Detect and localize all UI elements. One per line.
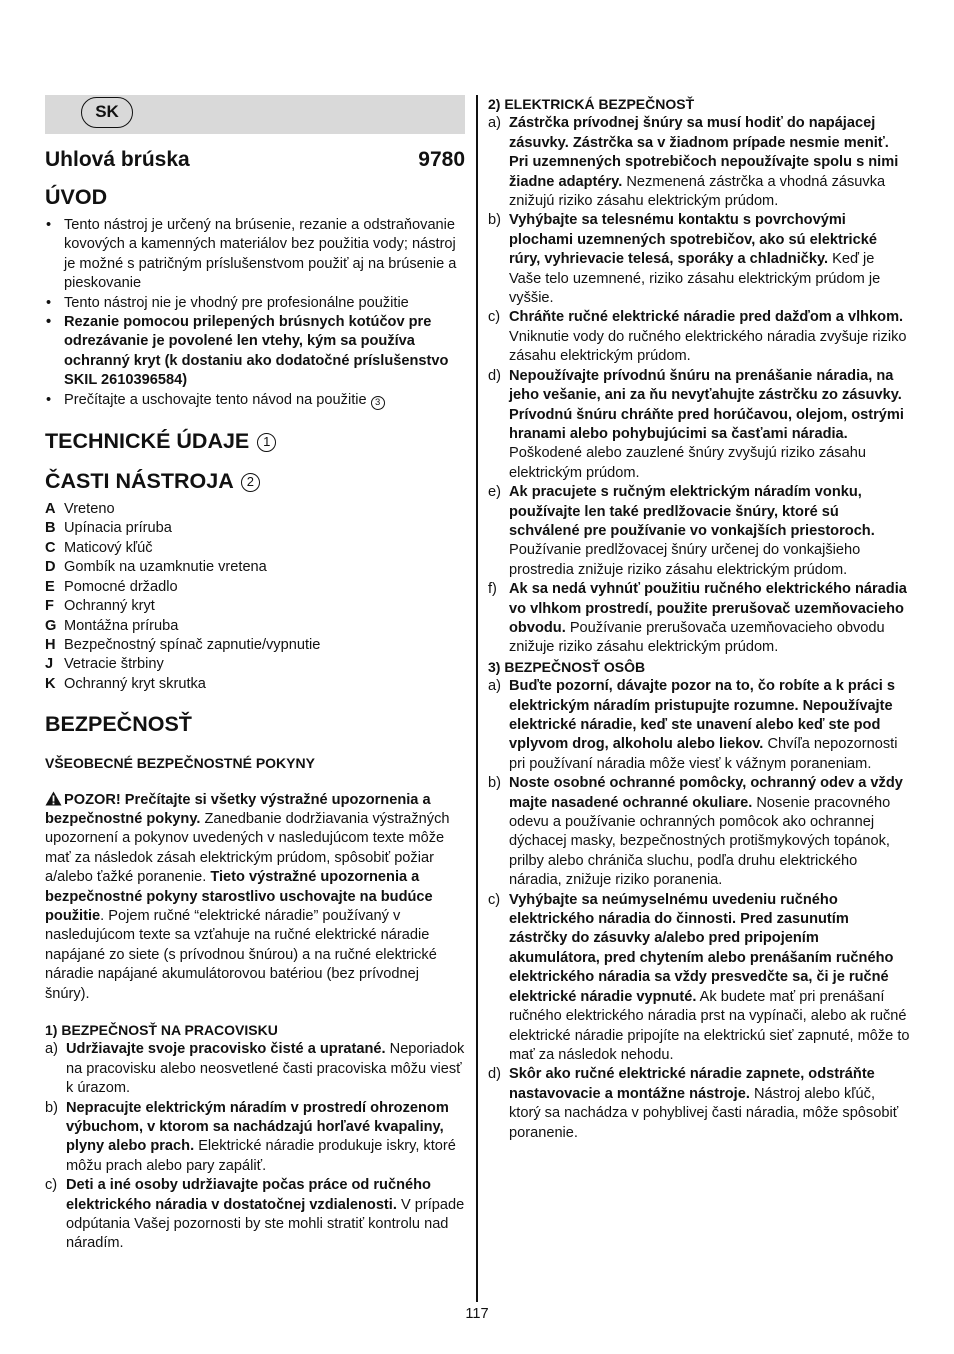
item-bold: Deti a iné osoby udržiavajte počas práce od ručného elektrického náradia v dostatočnej vzdialenosti. bbox=[66, 1177, 431, 1213]
safety-item bbox=[488, 677, 910, 774]
item-letter: b) bbox=[45, 1099, 58, 1116]
part-item bbox=[45, 519, 465, 538]
part-letter: J bbox=[45, 656, 54, 673]
item-body bbox=[509, 114, 910, 211]
safety-item bbox=[488, 774, 910, 890]
figure-ref-icon: 1 bbox=[257, 433, 276, 452]
part-letter: B bbox=[45, 520, 56, 537]
warning-bold-2: Tieto výstražné upozornenia a bezpečnostné pokyny starostlivo uschovajte na budúce použitie bbox=[45, 869, 433, 924]
warning-text: Zanedbanie dodržiavania výstražných upozornení a pokynov uvedených v nasledujúcom texte môže mať za následok zásah elektrickým prúdom, spôsobiť požiar a/alebo ťažké poranenie. bbox=[45, 810, 450, 886]
safety-item bbox=[488, 580, 910, 658]
safety-heading: BEZPEČNOSŤ bbox=[45, 712, 192, 737]
item-text: Nosenie pracovného odevu a používanie ochranných pomôcok ako ochrannej dýchacej masky, bezpečnostných protišmykových topánok, prilby alebo chrániča sluchu, podľa druhu elektrického náradia, znižuje riziko poranenia. bbox=[509, 794, 891, 889]
part-letter: C bbox=[45, 539, 56, 556]
item-body bbox=[66, 1099, 465, 1177]
part-item bbox=[45, 636, 465, 655]
safety-item bbox=[45, 1040, 465, 1098]
part-letter: K bbox=[45, 675, 56, 692]
warning-paragraph bbox=[45, 791, 465, 1004]
safety-item bbox=[45, 1099, 465, 1177]
item-bold: Nepoužívajte prívodnú šnúru na prenášanie náradia, na jeho vešanie, ani za ňu nevyťahujte zástrčku zo zásuvky. Prívodnú šnúru chráňte pred horúčavou, olejom, ostrými hranami alebo pohybujúcimi sa časťami náradia. bbox=[509, 367, 904, 442]
item-letter: d) bbox=[488, 1066, 501, 1083]
item-letter: c) bbox=[45, 1177, 58, 1194]
item-bold: Noste osobné ochranné pomôcky, ochranný odev a vždy majte nasadené ochranné okuliare. bbox=[509, 775, 903, 811]
item-bold: Udržiavajte svoje pracovisko čisté a upratané. bbox=[66, 1041, 386, 1058]
part-item bbox=[45, 500, 465, 519]
part-label: Pomocné držadlo bbox=[64, 578, 178, 595]
part-letter: D bbox=[45, 559, 56, 576]
general-safety-heading: VŠEOBECNÉ BEZPEČNOSTNÉ POKYNY bbox=[45, 755, 315, 772]
item-letter: a) bbox=[488, 678, 501, 695]
part-label: Upínacia príruba bbox=[64, 520, 172, 537]
parts-list bbox=[45, 500, 465, 694]
part-item bbox=[45, 655, 465, 674]
language-bar bbox=[45, 95, 465, 134]
part-letter: E bbox=[45, 578, 55, 595]
item-bold: Ak sa nedá vyhnúť použitiu ručného elektrického náradia vo vlhkom prostredí, použite prerušovač uzemňovacieho obvodu. bbox=[509, 581, 907, 636]
item-body bbox=[509, 211, 910, 308]
safety-item bbox=[45, 1176, 465, 1254]
item-bold: Ak pracujete s ručným elektrickým náradím vonku, používajte len také predlžovacie šnúry, ktoré sú schválené pre používanie vo vonkajších priestoroch. bbox=[509, 484, 875, 539]
part-label: Gombík na uzamknutie vretena bbox=[64, 559, 267, 576]
item-text: Nezmenená zástrčka a vhodná zásuvka znižujú riziko zásahu elektrickým prúdom. bbox=[509, 173, 886, 210]
product-name: Uhlová brúska bbox=[45, 148, 190, 171]
left-column bbox=[45, 95, 465, 1254]
part-item bbox=[45, 578, 465, 597]
item-letter: a) bbox=[45, 1041, 58, 1058]
item-bold: Zástrčka prívodnej šnúry sa musí hodiť do napájacej zásuvky. Zástrčka sa v žiadnom prípade nesmie meniť. Pri uzemnených spotrebičoch nepoužívajte spolu s nimi žiadne adaptéry. bbox=[509, 115, 899, 190]
safety-item bbox=[488, 1065, 910, 1143]
item-letter: c) bbox=[488, 891, 501, 908]
item-body bbox=[509, 891, 910, 1066]
item-bold: Skôr ako ručné elektrické náradie zapnete, odstráňte nastavovacie a montážne nástroje. bbox=[509, 1066, 875, 1102]
parts-heading bbox=[45, 468, 465, 494]
intro-heading: ÚVOD bbox=[45, 185, 108, 209]
intro-bullet: • Tento nástroj je určený na brúsenie, rezanie a odstraňovanie kovových a kamenných materiálov bez použitia vody; nástroj je možné s patričným príslušenstvom použiť aj na brúsenie a pieskovanie bbox=[45, 216, 465, 294]
part-item bbox=[45, 617, 465, 636]
intro-bullet-text: Prečítajte a uschovajte tento návod na použitie bbox=[64, 391, 367, 408]
product-title bbox=[45, 148, 465, 172]
part-label: Vreteno bbox=[64, 501, 115, 518]
item-body bbox=[509, 774, 910, 890]
right-column bbox=[488, 95, 910, 1143]
part-label: Ochranný kryt bbox=[64, 598, 155, 615]
item-body bbox=[66, 1040, 465, 1098]
warning-text-2: . Pojem ručné “elektrické náradie” používaný v nasledujúcom texte sa vzťahuje na ručné elektrické náradie napájané zo siete (s prívodnou šnúrou) a na ručné elektrické náradie napájané akumulátorovou batériou (bez prívodnej šnúry). bbox=[45, 907, 437, 1002]
item-text: Vniknutie vody do ručného elektrického náradia zvyšuje riziko zásahu elektrickým prúdom. bbox=[509, 328, 907, 365]
item-body bbox=[509, 677, 910, 774]
intro-bullet: • Tento nástroj nie je vhodný pre profesionálne použitie bbox=[45, 294, 465, 313]
item-bold: Vyhýbajte sa telesnému kontaktu s povrchovými plochami uzemnených spotrebičov, ako sú elektrické rúry, vyhrievacie telesá, sporáky a chladničky. bbox=[509, 212, 877, 268]
safety-item bbox=[488, 891, 910, 1066]
warning-triangle-icon bbox=[45, 791, 62, 806]
item-letter: a) bbox=[488, 115, 501, 132]
item-text: Keď je Vaše telo uzemnené, riziko zásahu elektrickým prúdom je vyššie. bbox=[509, 251, 881, 307]
product-number: 9780 bbox=[418, 148, 465, 171]
section-1-heading: 1) BEZPEČNOSŤ NA PRACOVISKU bbox=[45, 1022, 278, 1038]
part-letter: A bbox=[45, 501, 56, 518]
part-label: Bezpečnostný spínač zapnutie/vypnutie bbox=[64, 636, 321, 653]
item-bold: Chráňte ručné elektrické náradie pred dažďom a vlhkom. bbox=[509, 309, 904, 326]
item-body bbox=[509, 483, 910, 580]
page-number: 117 bbox=[465, 1306, 489, 1322]
part-letter: F bbox=[45, 598, 54, 615]
part-letter: H bbox=[45, 636, 56, 653]
section-2-heading: 2) ELEKTRICKÁ BEZPEČNOSŤ bbox=[488, 96, 695, 112]
language-badge: SK bbox=[81, 97, 133, 128]
column-divider bbox=[476, 95, 478, 1302]
tech-data-heading bbox=[45, 428, 465, 454]
safety-item bbox=[488, 483, 910, 580]
safety-item bbox=[488, 367, 910, 483]
safety-item bbox=[488, 211, 910, 308]
item-letter: d) bbox=[488, 367, 501, 384]
item-letter: e) bbox=[488, 484, 501, 501]
part-label: Maticový kľúč bbox=[64, 539, 153, 556]
tech-data-title: TECHNICKÉ ÚDAJE bbox=[45, 429, 250, 454]
safety-item bbox=[488, 308, 910, 366]
item-letter: c) bbox=[488, 309, 501, 326]
intro-bullet bbox=[45, 391, 465, 410]
item-body bbox=[509, 367, 910, 483]
parts-title: ČASTI NÁSTROJA bbox=[45, 469, 233, 494]
figure-ref-icon: 2 bbox=[241, 473, 260, 492]
part-label: Montážna príruba bbox=[64, 617, 179, 634]
item-letter: f) bbox=[488, 581, 497, 598]
item-text: Ak budete mať pri prenášaní ručného elektrického náradia prst na vypínači, alebo ak ručné elektrické náradie pripojíte na elektrickú sieť zapnuté, môže to mať za následok nehodu. bbox=[509, 988, 910, 1063]
item-text: V prípade odpútania Vašej pozornosti by ste mohli stratiť kontrolu nad náradím. bbox=[66, 1196, 465, 1252]
intro-list bbox=[45, 216, 465, 410]
item-bold: Nepracujte elektrickým náradím v prostredí ohrozenom výbuchom, v ktorom sa nachádzajú horľavé kvapaliny, plyny alebo prach. bbox=[66, 1099, 449, 1155]
figure-ref-icon: 3 bbox=[371, 396, 385, 410]
item-text: Používanie predlžovacej šnúry určenej do vonkajšieho prostredia znižuje riziko zásahu elektrickým prúdom. bbox=[509, 542, 861, 578]
warning-bold: POZOR! Prečítajte si všetky výstražné upozornenia a bezpečnostné pokyny. bbox=[45, 791, 431, 827]
item-body bbox=[509, 580, 910, 658]
item-body bbox=[509, 1065, 910, 1143]
item-text: Používanie prerušovača uzemňovacieho obvodu znižuje riziko zásahu elektrickým prúdom. bbox=[509, 619, 885, 656]
part-item bbox=[45, 675, 465, 694]
item-text: Nástroj alebo kľúč, ktorý sa nachádza v pohyblivej časti náradia, môže spôsobiť poranenie. bbox=[509, 1085, 899, 1141]
intro-bullet: • Rezanie pomocou prilepených brúsnych kotúčov pre odrezávanie je povolené len vtehy, kým sa používa ochranný kryt (k dostaniu ako dodatočné príslušenstvo SKIL 2610396584) bbox=[45, 313, 465, 391]
item-letter: b) bbox=[488, 212, 501, 229]
item-letter: b) bbox=[488, 775, 501, 792]
item-text: Poškodené alebo zauzlené šnúry zvyšujú riziko zásahu elektrickým prúdom. bbox=[509, 445, 866, 481]
part-item bbox=[45, 558, 465, 577]
item-text: Neporiadok na pracovisku alebo neosvetlené časti pracoviska môžu viesť k úrazom. bbox=[66, 1041, 465, 1097]
item-bold: Vyhýbajte sa neúmyselnému uvedeniu ručného elektrického náradia do činnosti. Pred zasunutím zástrčky do zásuvky a/alebo pred pripojením akumulátora, pred chytením alebo prenášaním ručného elektrického náradia sa vždy presvedčte sa, či je ručné elektrické náradie vypnuté. bbox=[509, 891, 894, 1005]
safety-item bbox=[488, 114, 910, 211]
item-bold: Buďte pozorní, dávajte pozor na to, čo robíte a k práci s elektrickým náradím pristupujte rozumne. Nepoužívajte elektrické náradie, keď ste unavení alebo keď ste pod vplyvom drog, alkoholu alebo liekov. bbox=[509, 678, 895, 753]
part-item bbox=[45, 539, 465, 558]
item-body bbox=[66, 1176, 465, 1254]
section-3-heading: 3) BEZPEČNOSŤ OSÔB bbox=[488, 658, 646, 675]
part-item bbox=[45, 597, 465, 616]
item-body bbox=[509, 308, 910, 366]
item-text: Chvíľa nepozornosti pri používaní náradia môže viesť k vážnym poraneniam. bbox=[509, 736, 898, 772]
part-label: Ochranný kryt skrutka bbox=[64, 675, 206, 692]
item-text: Elektrické náradie produkuje iskry, ktoré môžu prach alebo pary zapáliť. bbox=[66, 1138, 456, 1174]
part-letter: G bbox=[45, 617, 57, 634]
part-label: Vetracie štrbiny bbox=[64, 656, 164, 673]
